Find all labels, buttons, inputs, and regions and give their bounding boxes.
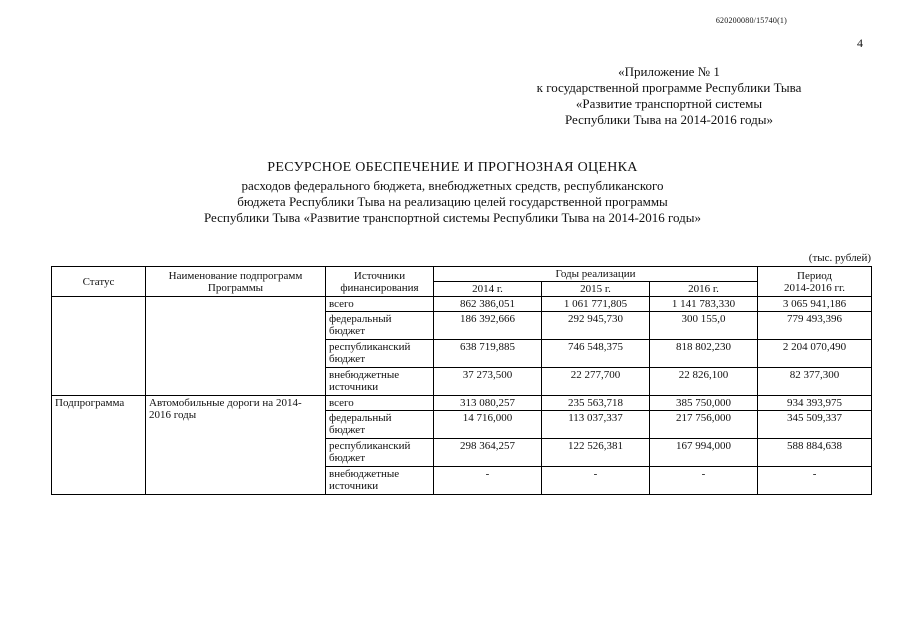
cell-2014: 313 080,257	[434, 396, 542, 411]
cell-period: -	[758, 467, 872, 495]
header-name-line-1: Наименование подпрограмм	[168, 269, 303, 282]
row-status: Подпрограмма	[52, 396, 146, 495]
cell-source: федеральный бюджет	[326, 312, 434, 340]
cell-source: всего	[326, 297, 434, 312]
cell-source: внебюджетные источники	[326, 467, 434, 495]
cell-2014: -	[434, 467, 542, 495]
appendix-line-3: «Развитие транспортной системы	[575, 96, 763, 111]
cell-2015: -	[542, 467, 650, 495]
header-year-2015: 2015 г.	[542, 282, 650, 297]
cell-2015: 235 563,718	[542, 396, 650, 411]
cell-2014: 37 273,500	[434, 368, 542, 396]
cell-period: 779 493,396	[758, 312, 872, 340]
cell-source: всего	[326, 396, 434, 411]
cell-2014: 638 719,885	[434, 340, 542, 368]
cell-2015: 113 037,337	[542, 411, 650, 439]
header-year-2016: 2016 г.	[650, 282, 758, 297]
cell-2015: 292 945,730	[542, 312, 650, 340]
header-year-2014: 2014 г.	[434, 282, 542, 297]
cell-period: 588 884,638	[758, 439, 872, 467]
table-row	[52, 297, 872, 312]
cell-source: республиканский бюджет	[326, 340, 434, 368]
appendix-line-2: к государственной программе Республики Тыва	[536, 80, 802, 95]
header-period-line-1: Период	[797, 269, 833, 282]
header-source-line-1: Источники	[353, 269, 406, 282]
title-line-4: Республики Тыва «Развитие транспортной системы Республики Тыва на 2014-2016 годы»	[203, 210, 701, 225]
cell-2015: 122 526,381	[542, 439, 650, 467]
cell-2016: 22 826,100	[650, 368, 758, 396]
appendix-header	[469, 64, 869, 128]
header-years-group: Годы реализации	[434, 267, 758, 282]
cell-2016: 217 756,000	[650, 411, 758, 439]
cell-2016: 1 141 783,330	[650, 297, 758, 312]
row-program-name: Автомобильные дороги на 2014-2016 годы	[146, 396, 326, 495]
cell-2016: 300 155,0	[650, 312, 758, 340]
title-line-2: расходов федерального бюджета, внебюджетных средств, республиканского	[241, 178, 664, 193]
resource-table	[51, 266, 872, 495]
unit-label: (тыс. рублей)	[808, 252, 871, 264]
row-status	[52, 297, 146, 396]
appendix-line-1: «Приложение № 1	[618, 64, 720, 79]
cell-2014: 14 716,000	[434, 411, 542, 439]
cell-source: федеральный бюджет	[326, 411, 434, 439]
cell-source: внебюджетные источники	[326, 368, 434, 396]
title-main: РЕСУРСНОЕ ОБЕСПЕЧЕНИЕ И ПРОГНОЗНАЯ ОЦЕНКА	[267, 160, 638, 175]
header-period	[758, 267, 872, 297]
document-title	[0, 160, 905, 226]
cell-2015: 22 277,700	[542, 368, 650, 396]
cell-period: 934 393,975	[758, 396, 872, 411]
table-row	[52, 396, 872, 411]
title-line-3: бюджета Республики Тыва на реализацию целей государственной программы	[237, 194, 668, 209]
cell-period: 82 377,300	[758, 368, 872, 396]
cell-2016: 818 802,230	[650, 340, 758, 368]
header-name	[146, 267, 326, 297]
cell-2016: 167 994,000	[650, 439, 758, 467]
page-number: 4	[857, 36, 863, 50]
header-status: Статус	[52, 267, 146, 297]
cell-2016: 385 750,000	[650, 396, 758, 411]
cell-2014: 298 364,257	[434, 439, 542, 467]
cell-period: 345 509,337	[758, 411, 872, 439]
cell-period: 2 204 070,490	[758, 340, 872, 368]
cell-2014: 186 392,666	[434, 312, 542, 340]
header-source	[326, 267, 434, 297]
cell-2015: 1 061 771,805	[542, 297, 650, 312]
cell-2016: -	[650, 467, 758, 495]
cell-source: республиканский бюджет	[326, 439, 434, 467]
cell-period: 3 065 941,186	[758, 297, 872, 312]
header-period-line-2: 2014-2016 гг.	[784, 281, 845, 294]
header-source-line-2: финансирования	[340, 281, 419, 294]
cell-2014: 862 386,051	[434, 297, 542, 312]
appendix-line-4: Республики Тыва на 2014-2016 годы»	[564, 112, 774, 127]
document-code: 620200080/15740(1)	[715, 16, 787, 25]
cell-2015: 746 548,375	[542, 340, 650, 368]
header-name-line-2: Программы	[207, 281, 264, 294]
row-program-name	[146, 297, 326, 396]
